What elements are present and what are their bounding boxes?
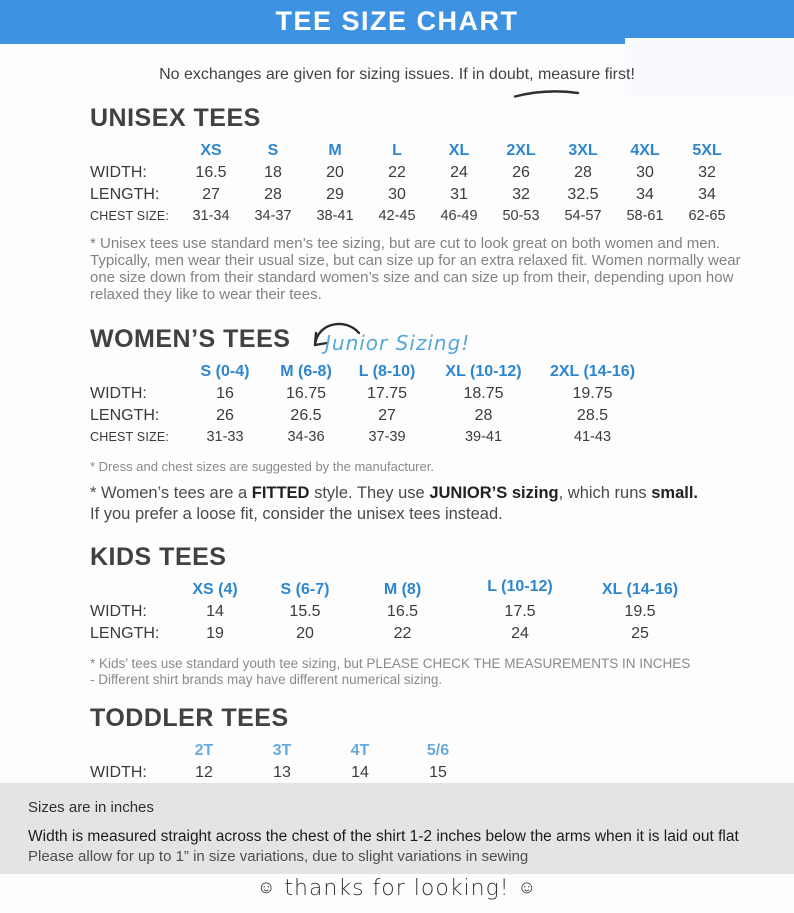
note-text: , which runs xyxy=(558,484,652,502)
size-value: 16.5 xyxy=(386,603,419,620)
size-value: 18 xyxy=(264,164,282,181)
size-col-header: 5/6 xyxy=(426,742,450,759)
variation-note: Please allow for up to 1” in size variations, due to slight variations in sewing xyxy=(28,848,529,865)
junior-sizing-label: Junior Sizing! xyxy=(325,331,471,355)
note-text: If you prefer a loose fit, consider the unisex tees instead. xyxy=(90,505,503,523)
section-unisex xyxy=(90,104,750,303)
smiley-icon: ☺ xyxy=(256,877,277,898)
unisex-note: * Unisex tees use standard men’s tee sizing, but are cut to look great on both women and men. Typically, men wear their usual size, but can size up for an extra relaxed fit. Women normally wear one size down from their standard women’s size and can size up from their, depending upon how relaxed they like to wear their tees. xyxy=(90,235,741,303)
spacer-cell xyxy=(90,361,180,383)
note-text: style. They use xyxy=(309,484,430,502)
size-col-header: L (8-10) xyxy=(358,363,416,380)
size-value: 28 xyxy=(574,164,592,181)
section-kids xyxy=(90,543,750,688)
size-value: 18.75 xyxy=(463,385,504,402)
size-value: 32 xyxy=(512,186,530,203)
size-value: 58-61 xyxy=(626,208,664,224)
size-value: 24 xyxy=(511,625,529,642)
womens-length-row xyxy=(90,405,650,427)
junior-sizing-annotation xyxy=(303,313,483,368)
womens-chest-row xyxy=(90,427,650,447)
kids-width-row xyxy=(90,601,685,623)
size-value: 22 xyxy=(393,625,412,642)
size-value: 28 xyxy=(474,407,493,424)
note-text: * Women’s tees are a xyxy=(90,484,252,502)
size-value: 34-37 xyxy=(254,208,292,224)
size-value: 32.5 xyxy=(567,186,599,203)
size-value: 34-36 xyxy=(287,429,325,445)
size-value: 16.75 xyxy=(285,385,327,402)
kids-size-table xyxy=(90,579,685,645)
size-value: 22 xyxy=(388,164,406,181)
unisex-size-header-row xyxy=(90,140,738,162)
row-label: LENGTH: xyxy=(90,407,160,424)
size-value: 16 xyxy=(216,385,234,402)
size-value: 24 xyxy=(450,164,468,181)
size-value: 26.5 xyxy=(290,407,322,424)
row-label: LENGTH: xyxy=(90,186,160,203)
size-col-header: S (6-7) xyxy=(280,581,330,598)
size-value: 31 xyxy=(450,186,468,203)
chart-content xyxy=(90,104,750,806)
size-col-header: 3XL xyxy=(568,142,598,159)
size-value: 25 xyxy=(631,625,649,642)
size-value: 17.75 xyxy=(366,385,408,402)
size-value: 39-41 xyxy=(464,429,503,445)
row-label: WIDTH: xyxy=(90,164,147,181)
size-col-header: 2XL (14-16) xyxy=(549,363,636,380)
width-measure-note: Width is measured straight across the chest of the shirt 1-2 inches below the arms when it is laid out flat xyxy=(28,828,739,845)
womens-heading: WOMEN’S TEES xyxy=(90,325,291,353)
womens-manufacturer-note: * Dress and chest sizes are suggested by the manufacturer. xyxy=(90,459,434,474)
size-value: 38-41 xyxy=(316,208,354,224)
size-value: 20 xyxy=(296,625,314,642)
footer-notes xyxy=(0,783,794,874)
size-col-header: 4XL xyxy=(630,142,660,159)
kids-length-row xyxy=(90,623,685,645)
size-col-header: S xyxy=(267,142,279,159)
size-value: 32 xyxy=(698,164,716,181)
row-label: WIDTH: xyxy=(90,385,147,402)
toddler-heading: TODDLER TEES xyxy=(90,704,289,732)
size-value: 14 xyxy=(351,764,369,781)
kids-note xyxy=(90,656,750,688)
thanks-text: thanks for looking! xyxy=(284,876,510,901)
size-col-header: S (0-4) xyxy=(200,363,250,380)
row-label: WIDTH: xyxy=(90,603,147,620)
size-col-header: XS xyxy=(200,142,222,159)
unisex-width-row xyxy=(90,162,738,184)
note-text: - Different shirt brands may have different numerical sizing. xyxy=(90,672,443,687)
size-value: 62-65 xyxy=(688,208,726,224)
smiley-icon: ☺ xyxy=(517,877,538,898)
womens-fitted-note xyxy=(90,483,750,525)
size-col-header: M (6-8) xyxy=(280,363,332,380)
sizes-in-inches-note: Sizes are in inches xyxy=(28,799,154,816)
size-value: 19.5 xyxy=(624,603,656,620)
size-value: 41-43 xyxy=(573,429,612,445)
size-col-header: M (8) xyxy=(383,581,422,598)
size-value: 30 xyxy=(636,164,654,181)
spacer-cell xyxy=(90,140,180,162)
note-bold: small. xyxy=(651,484,699,502)
size-col-header xyxy=(445,579,595,601)
spacer-cell xyxy=(90,579,180,601)
size-col-header: 2XL xyxy=(506,142,536,159)
size-value: 34 xyxy=(698,186,716,203)
toddler-size-header-row xyxy=(90,740,477,762)
size-value: 31-34 xyxy=(192,208,230,224)
size-col-header: L xyxy=(392,142,402,159)
spacer-cell xyxy=(90,740,165,762)
size-col-header: 3T xyxy=(272,742,292,759)
size-value: 26 xyxy=(216,407,234,424)
row-label: CHEST SIZE: xyxy=(90,209,170,223)
row-label: WIDTH: xyxy=(90,764,147,781)
unisex-chest-row xyxy=(90,206,738,226)
size-value: 34 xyxy=(636,186,654,203)
no-exchanges-note: No exchanges are given for sizing issues. If in doubt, measure first! xyxy=(159,66,635,83)
kids-size-header-row xyxy=(90,579,685,601)
size-value: 28 xyxy=(264,186,282,203)
size-value: 20 xyxy=(326,164,344,181)
size-value: 15 xyxy=(429,764,447,781)
page-title: TEE SIZE CHART xyxy=(0,0,794,44)
note-bold: FITTED xyxy=(251,484,310,502)
size-col-header: XS (4) xyxy=(192,581,238,598)
size-value: 42-45 xyxy=(378,208,416,224)
size-col-header: M xyxy=(328,142,342,159)
thanks-message xyxy=(0,876,794,901)
size-value: 31-33 xyxy=(206,429,244,445)
size-col-header: 2T xyxy=(194,742,214,759)
size-value: 27 xyxy=(202,186,220,203)
size-col-header: XL (10-12) xyxy=(445,363,522,380)
kids-heading: KIDS TEES xyxy=(90,543,227,571)
size-value: 30 xyxy=(388,186,406,203)
size-value: 19 xyxy=(206,625,224,642)
size-col-header: XL (14-16) xyxy=(601,581,679,598)
unisex-length-row xyxy=(90,184,738,206)
note-text: * Kids’ tees use standard youth tee sizing, but PLEASE CHECK THE MEASUREMENTS IN INCHES xyxy=(90,656,691,671)
unisex-heading: UNISEX TEES xyxy=(90,104,261,132)
size-value: 15.5 xyxy=(289,603,321,620)
size-value: 27 xyxy=(378,407,396,424)
note-bold: JUNIOR’S sizing xyxy=(429,484,559,502)
size-value: 46-49 xyxy=(440,208,478,224)
section-womens xyxy=(90,325,750,525)
size-value: 13 xyxy=(273,764,291,781)
size-value: 54-57 xyxy=(564,208,602,224)
size-col-header-raised: L (10-12) xyxy=(487,578,553,595)
unisex-size-table xyxy=(90,140,738,226)
womens-size-table xyxy=(90,361,650,447)
womens-width-row xyxy=(90,383,650,405)
size-value: 29 xyxy=(326,186,344,203)
size-value: 16.5 xyxy=(195,164,227,181)
size-col-header: 5XL xyxy=(692,142,722,159)
size-value: 19.75 xyxy=(572,385,613,402)
toddler-width-row xyxy=(90,762,477,784)
row-label: CHEST SIZE: xyxy=(90,430,170,444)
size-value: 12 xyxy=(195,764,213,781)
size-value: 37-39 xyxy=(368,429,406,445)
size-value: 17.5 xyxy=(504,603,536,620)
size-value: 26 xyxy=(512,164,530,181)
size-col-header: 4T xyxy=(350,742,370,759)
size-value: 50-53 xyxy=(502,208,540,224)
size-value: 28.5 xyxy=(576,407,609,424)
size-value: 14 xyxy=(206,603,224,620)
underline-swoosh xyxy=(512,86,582,104)
row-label: LENGTH: xyxy=(90,625,160,642)
size-col-header: XL xyxy=(448,142,470,159)
